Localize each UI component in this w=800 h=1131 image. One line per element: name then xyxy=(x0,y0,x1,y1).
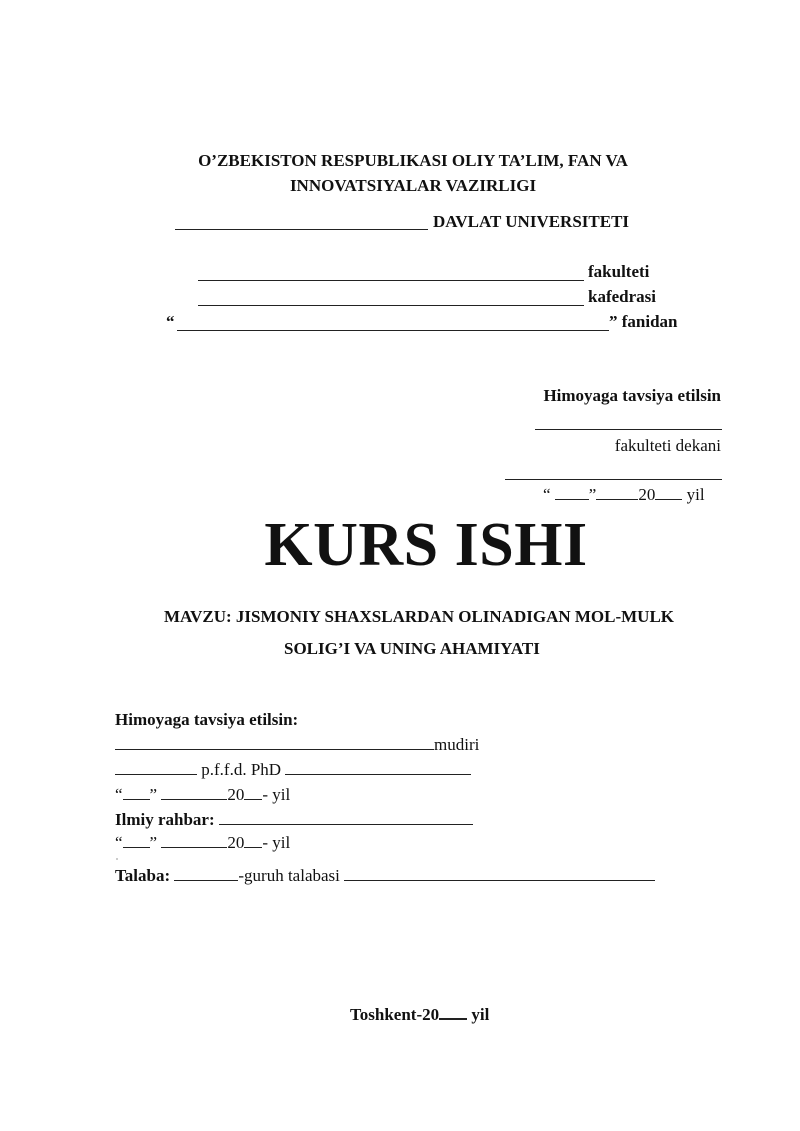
date-year-suffix: yil xyxy=(682,485,705,504)
department-suffix: kafedrasi xyxy=(588,287,656,306)
subject-suffix: ” fanidan xyxy=(609,312,678,331)
faculty-name-blank xyxy=(198,280,584,281)
head-degree: p.f.f.d. PhD xyxy=(197,760,286,779)
stray-mark xyxy=(116,858,118,860)
city-year-prefix: Toshkent-20 xyxy=(350,1005,440,1024)
date-year-suffix: - yil xyxy=(262,833,291,852)
date-year-blank xyxy=(655,498,682,500)
date-close-quote: ” xyxy=(588,485,597,504)
date-day-blank xyxy=(123,798,150,800)
date-close-quote: ” xyxy=(149,833,162,852)
date-year-blank xyxy=(244,798,262,800)
dean-name-blank xyxy=(535,429,722,430)
year-blank xyxy=(439,1017,467,1020)
document-title: KURS ISHI xyxy=(264,511,588,579)
university-suffix: DAVLAT UNIVERSITETI xyxy=(433,212,630,231)
head-role-line xyxy=(115,735,479,755)
topic-line-2: SOLIG’I VA UNING AHAMIYATI xyxy=(284,639,540,658)
student-line xyxy=(115,866,655,886)
supervisor-line xyxy=(115,810,473,830)
date-month-blank xyxy=(161,798,227,800)
dean-approval-heading: Himoyaga tavsiya etilsin xyxy=(543,386,721,405)
head-role: mudiri xyxy=(434,735,480,754)
faculty-suffix: fakulteti xyxy=(588,262,650,281)
date-year-blank xyxy=(244,846,262,848)
date-close-quote: ” xyxy=(149,785,162,804)
date-open-quote: “ xyxy=(543,485,555,504)
date-year-prefix: 20 xyxy=(227,833,245,852)
department-blank xyxy=(115,748,434,750)
date-day-blank xyxy=(123,846,150,848)
date-month-blank xyxy=(161,846,227,848)
date-year-prefix: 20 xyxy=(638,485,656,504)
supervisor-date xyxy=(115,833,290,853)
subject-open-quote: “ xyxy=(166,312,175,331)
head-name-blank xyxy=(285,773,471,775)
department-name-blank xyxy=(198,305,584,306)
ministry-line-2: INNOVATSIYALAR VAZIRLIGI xyxy=(289,176,537,195)
head-approval-date xyxy=(115,785,290,805)
head-degree-line xyxy=(115,760,471,780)
student-group-text: -guruh talabasi xyxy=(238,866,345,885)
supervisor-name-blank xyxy=(219,823,473,825)
date-open-quote: “ xyxy=(115,785,123,804)
date-month-blank xyxy=(596,498,638,500)
university-name-blank xyxy=(175,229,428,230)
head-approval-heading: Himoyaga tavsiya etilsin: xyxy=(115,710,299,729)
student-label: Talaba: xyxy=(115,866,175,885)
dean-approval-date xyxy=(543,485,705,505)
footer-city-year xyxy=(350,1005,489,1025)
date-year-prefix: 20 xyxy=(227,785,245,804)
student-name-blank xyxy=(344,879,655,881)
group-blank xyxy=(174,879,238,881)
city-year-suffix: yil xyxy=(467,1005,490,1024)
supervisor-label: Ilmiy rahbar: xyxy=(115,810,219,829)
subject-name-blank xyxy=(177,330,609,331)
date-day-blank xyxy=(555,498,589,500)
dean-role: fakulteti dekani xyxy=(614,436,721,455)
topic-line-1: MAVZU: JISMONIY SHAXSLARDAN OLINADIGAN MOL-MULK xyxy=(164,607,675,626)
date-year-suffix: - yil xyxy=(262,785,291,804)
dean-signature-blank xyxy=(505,479,722,480)
ministry-line-1: O’ZBEKISTON RESPUBLIKASI OLIY TA’LIM, FAN VA xyxy=(198,151,628,170)
head-signature-blank xyxy=(115,773,197,775)
date-open-quote: “ xyxy=(115,833,123,852)
